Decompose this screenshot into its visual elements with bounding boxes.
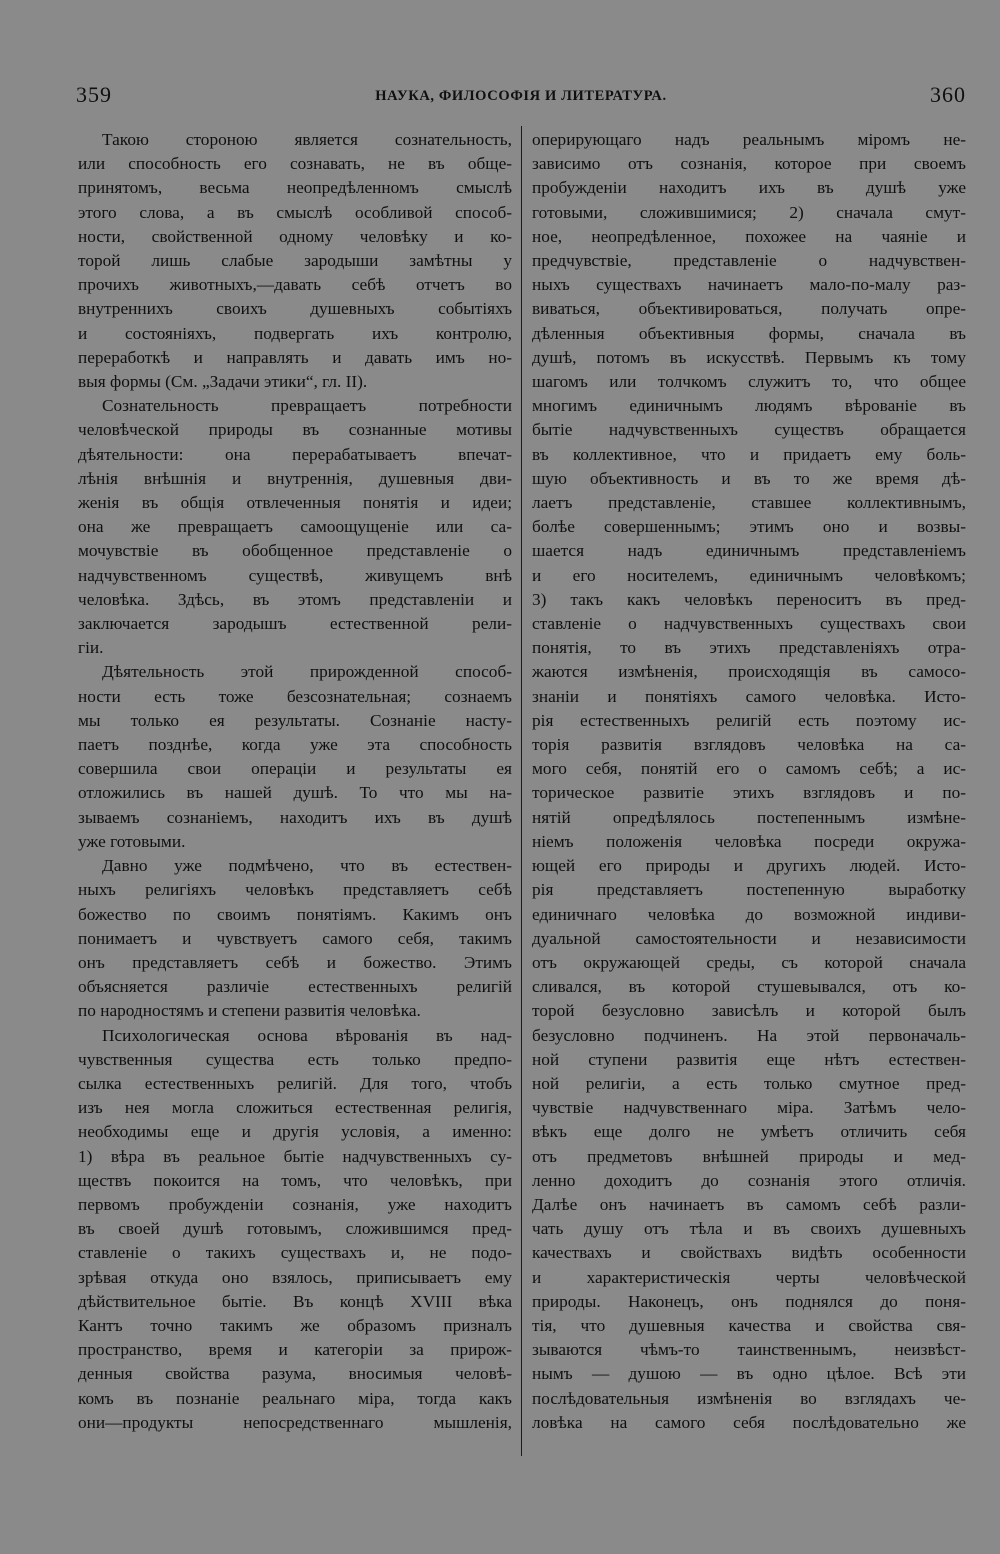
text-line: заключается зародышъ естественной рели- xyxy=(78,614,512,634)
text-line: ности есть тоже безсознательная; сознаемъ xyxy=(78,686,512,706)
page-number-left: 359 xyxy=(76,82,112,107)
text-line: чать душу отъ тѣла и въ своихъ душевныхъ xyxy=(532,1219,966,1239)
text-line: мы только ея результаты. Сознаніе насту- xyxy=(78,710,512,730)
text-line: первомъ пробужденіи сознанія, уже находитъ xyxy=(78,1194,512,1214)
text-line: или способность его сознавать, не въ обще- xyxy=(78,154,512,174)
text-line: понимаетъ и чувствуетъ самого себя, такимъ xyxy=(78,928,512,948)
right-column xyxy=(532,128,966,1435)
text-line: по народностямъ и степени развитія человѣка. xyxy=(78,1001,421,1021)
text-line: принятомъ, весьма неопредѣленномъ смыслѣ xyxy=(78,178,512,198)
text-line: ніемъ положенія человѣка посреди окружа- xyxy=(532,831,966,851)
text-line: божество по своимъ понятіямъ. Какимъ онъ xyxy=(78,904,512,924)
text-line: Дѣятельность этой прирожденной способ- xyxy=(102,662,512,682)
text-line: Давно уже подмѣчено, что въ естествен- xyxy=(102,856,512,876)
text-line: объясняется различіе естественныхъ религій xyxy=(78,977,512,997)
text-line: выя формы (См. „Задачи этики“, гл. II). xyxy=(78,372,368,392)
text-line: нятій опредѣлялось постепеннымъ измѣне- xyxy=(532,807,966,827)
text-line: оперирующаго надъ реальнымъ міромъ не- xyxy=(532,130,966,149)
text-line: совершила свои операціи и результаты ея xyxy=(78,759,512,779)
text-line: человѣка. Здѣсь, въ этомъ представленіи и xyxy=(78,589,512,609)
column-divider xyxy=(521,126,522,1456)
text-line: шую объективность и въ то же время дѣ- xyxy=(532,468,966,488)
text-line: сливался, въ которой стушевывался, отъ ко- xyxy=(532,977,966,997)
text-line: ной ступени развитія еще нѣтъ естествен- xyxy=(532,1049,966,1069)
text-line: зрѣвая откуда оно взялось, приписываетъ ему xyxy=(78,1267,512,1287)
text-line: чувствіе надчувственнаго міра. Затѣмъ чело- xyxy=(532,1098,966,1118)
text-line: ставленіе о такихъ существахъ и, не подо- xyxy=(78,1243,512,1263)
text-line: знаніи и понятіяхъ самого человѣка. Исто- xyxy=(532,686,966,706)
text-line: ныхъ религіяхъ человѣкъ представляетъ себѣ xyxy=(78,880,512,900)
text-line: дѣятельности: она перерабатываетъ впечат- xyxy=(78,444,512,464)
text-line: и состояніяхъ, подвергать ихъ контролю, xyxy=(78,323,512,343)
text-line: въ коллективное, что и придаетъ ему боль- xyxy=(532,444,966,464)
text-line: они—продукты непосредственнаго мышленія, xyxy=(78,1412,512,1432)
text-line: женія въ общія отвлеченныя понятія и идеи; xyxy=(78,493,512,513)
text-line: чувственныя существа есть только предпо- xyxy=(78,1049,512,1069)
text-line: она же превращаетъ самоощущеніе или са- xyxy=(78,517,512,537)
text-line: изъ нея могла сложиться естественная религія, xyxy=(78,1098,512,1118)
text-line: понятія, то въ этихъ представленіяхъ отра- xyxy=(532,638,966,658)
text-line: послѣдовательныя измѣненія во взглядахъ че- xyxy=(532,1388,966,1408)
text-line: паетъ позднѣе, когда уже эта способность xyxy=(78,735,512,755)
text-line: отъ окружающей среды, съ которой сначала xyxy=(532,952,966,972)
text-line: жаются измѣненія, происходящія въ самосо- xyxy=(532,662,966,682)
text-line: шается надъ единичнымъ представленіемъ xyxy=(532,541,966,561)
text-line: прочихъ животныхъ,—давать себѣ отчетъ во xyxy=(78,275,512,295)
text-line: внутреннихъ своихъ душевныхъ событіяхъ xyxy=(78,299,512,319)
text-line: Далѣе онъ начинаетъ въ самомъ себѣ разли- xyxy=(532,1194,966,1214)
page-number-right: 360 xyxy=(930,82,966,107)
text-line: лѣнія внѣшнія и внутреннія, душевныя дви- xyxy=(78,468,512,488)
text-line: виваться, объективироваться, получать опре- xyxy=(532,299,966,319)
text-line: Такою стороною является сознательность, xyxy=(102,130,512,149)
running-title: НАУКА, ФИЛОСОФІЯ И ЛИТЕРАТУРА. xyxy=(375,88,667,104)
text-line: 3) такъ какъ человѣкъ переноситъ въ пред- xyxy=(532,589,966,609)
text-line: болѣе совершеннымъ; этимъ оно и возвы- xyxy=(532,517,966,537)
text-line: шагомъ или толчкомъ служитъ то, что общее xyxy=(532,372,966,392)
text-line: надчувственномъ существѣ, живущемъ внѣ xyxy=(78,565,512,585)
text-line: мочувствіе въ обобщенное представленіе о xyxy=(78,541,512,561)
text-line: ныхъ существахъ начинаетъ мало-по-малу раз- xyxy=(532,275,966,295)
text-line: отложились въ нашей душѣ. То что мы на- xyxy=(78,783,512,803)
text-line: отъ предметовъ внѣшней природы и мед- xyxy=(532,1146,966,1166)
text-line: безусловно подчиненъ. На этой первоначаль- xyxy=(532,1025,966,1045)
text-line: ное, неопредѣленное, похожее на чаяніе и xyxy=(532,226,966,246)
text-line: многимъ единичнымъ людямъ вѣрованіе въ xyxy=(532,396,966,416)
text-line: гіи. xyxy=(78,638,104,658)
text-line: человѣческой природы въ сознанные мотивы xyxy=(78,420,512,440)
text-line: зависимо отъ сознанія, которое при своемъ xyxy=(532,154,966,174)
text-line: переработкѣ и направлять и давать имъ но- xyxy=(78,347,512,367)
text-line: дѣйствительное бытіе. Въ концѣ XVIII вѣка xyxy=(78,1291,512,1311)
text-line: зываются чѣмъ-то таинственнымъ, неизвѣст- xyxy=(532,1340,966,1360)
page-header xyxy=(76,82,966,112)
text-line: рія представляетъ постепенную выработку xyxy=(532,880,966,900)
text-line: нымъ — душою — въ одно цѣлое. Всѣ эти xyxy=(532,1364,966,1384)
text-line: онъ представляетъ себѣ и божество. Этимъ xyxy=(78,952,512,972)
text-line: Кантъ точно такимъ же образомъ призналъ xyxy=(78,1315,512,1335)
text-line: ловѣка на самого себя послѣдовательно же xyxy=(532,1412,966,1432)
text-line: сылка естественныхъ религій. Для того, чтобъ xyxy=(78,1073,512,1093)
text-line: пробужденіи находитъ ихъ въ душѣ уже xyxy=(532,178,966,198)
text-line: единичнаго человѣка до возможной индиви- xyxy=(532,904,966,924)
text-line: Сознательность превращаетъ потребности xyxy=(102,396,512,416)
text-line: ющей его природы и другихъ людей. Исто- xyxy=(532,856,966,876)
text-line: дуальной самостоятельности и независимости xyxy=(532,928,966,948)
text-line: природы. Наконецъ, онъ поднялся до поня- xyxy=(532,1291,966,1311)
text-line: торическое развитіе этихъ взглядовъ и по- xyxy=(532,783,966,803)
text-line: и его носителемъ, единичнымъ человѣкомъ; xyxy=(532,565,966,585)
text-line: денныя свойства разума, вносимыя человѣ- xyxy=(78,1364,512,1384)
text-line: Психологическая основа вѣрованія въ над- xyxy=(102,1025,512,1045)
text-line: рія естественныхъ религій есть поэтому ис- xyxy=(532,710,966,730)
text-line: необходимы еще и другія условія, а именно: xyxy=(78,1122,512,1142)
text-line: комъ въ познаніе реальнаго міра, тогда какъ xyxy=(78,1388,512,1408)
text-line: и характеристическія черты человѣческой xyxy=(532,1267,966,1287)
text-line: качествахъ и свойствахъ видѣть особенности xyxy=(532,1243,966,1263)
text-line: душѣ, потомъ въ искусствѣ. Первымъ къ тому xyxy=(532,347,966,367)
text-line: ной религіи, а есть только смутное пред- xyxy=(532,1073,966,1093)
text-line: уже готовыми. xyxy=(78,831,186,851)
text-line: готовыми, сложившимися; 2) сначала смут- xyxy=(532,202,966,222)
left-column xyxy=(78,128,512,1435)
text-line: торой безусловно зависѣлъ и которой былъ xyxy=(532,1001,966,1021)
text-line: торой лишь слабые зародыши замѣтны у xyxy=(78,251,512,271)
text-line: 1) вѣра въ реальное бытіе надчувственныхъ су- xyxy=(78,1146,512,1166)
text-line: ществъ покоится на томъ, что человѣкъ, при xyxy=(78,1170,512,1190)
text-line: пространство, время и категоріи за прирож- xyxy=(78,1340,512,1360)
text-line: ности, свойственной одному человѣку и ко- xyxy=(78,226,512,246)
text-line: предчувствіе, представленіе о надчувствен- xyxy=(532,251,966,271)
text-line: дѣленныя объективныя формы, сначала въ xyxy=(532,323,966,343)
text-line: мого себя, понятій его о самомъ себѣ; а ис- xyxy=(532,759,966,779)
text-line: тія, что душевныя качества и свойства свя- xyxy=(532,1315,966,1335)
text-line: этого слова, а въ смыслѣ особливой способ- xyxy=(78,202,512,222)
text-line: ставленіе о надчувственныхъ существахъ свои xyxy=(532,614,966,634)
text-line: зываемъ сознаніемъ, находитъ ихъ въ душѣ xyxy=(78,807,512,827)
text-line: лаетъ представленіе, ставшее коллективнымъ, xyxy=(532,493,966,513)
text-line: въ своей душѣ готовымъ, сложившимся пред- xyxy=(78,1219,512,1239)
text-line: ленно доходитъ до сознанія этого отличія. xyxy=(532,1170,966,1190)
text-line: вѣкъ еще долго не умѣетъ отличить себя xyxy=(532,1122,966,1142)
text-line: торія развитія взглядовъ человѣка на са- xyxy=(532,735,966,755)
text-line: бытіе надчувственныхъ существъ обращается xyxy=(532,420,966,440)
